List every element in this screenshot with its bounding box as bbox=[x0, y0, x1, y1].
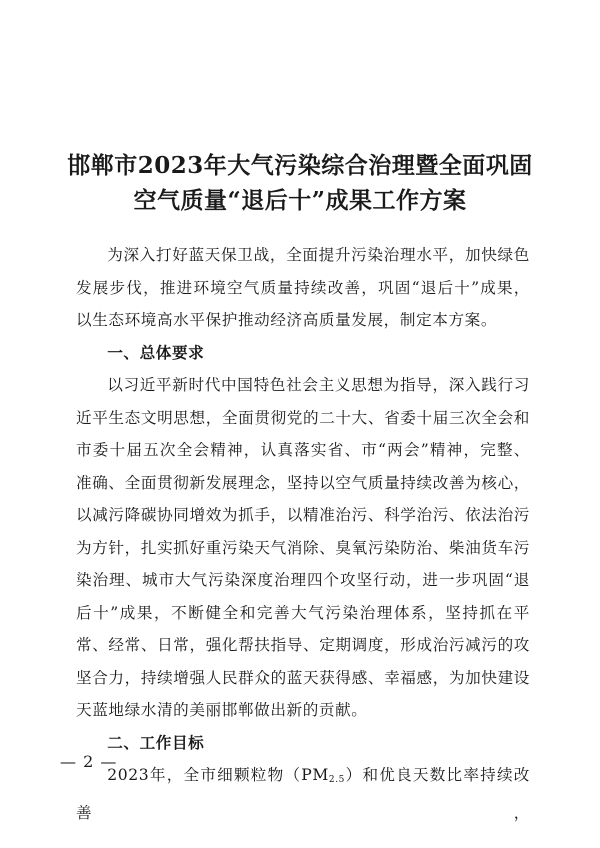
section2-heading: 二、工作目标 bbox=[107, 733, 205, 752]
document-title-line1: 邯郸市2023年大气污染综合治理暨全面巩固 bbox=[67, 152, 533, 179]
document-body bbox=[76, 239, 530, 829]
intro-paragraph: 为深入打好蓝天保卫战，全面提升污染治理水平，加快绿色发展步伐，推进环境空气质量持续改善，巩固“退后十”成果，以生态环境高水平保护推动经济高质量发展，制定本方案。 bbox=[76, 246, 530, 329]
section2-paragraph bbox=[76, 759, 530, 829]
pm-subscript: 2.5 bbox=[328, 775, 346, 785]
section2-text-prefix: 2023年，全市细颗粒物（PM bbox=[107, 766, 329, 784]
section1-heading: 一、总体要求 bbox=[107, 343, 205, 362]
section2-text-suffix: ）和优良天数比率持续改善， bbox=[76, 766, 530, 822]
document-title-line2: 空气质量“退后十”成果工作方案 bbox=[133, 187, 467, 214]
page-number: — 2 — bbox=[60, 752, 118, 771]
section1-paragraph: 以习近平新时代中国特色社会主义思想为指导，深入践行习近平生态文明思想，全面贯彻党的二十大、省委十届三次全会和市委十届五次全会精神，认真落实省、市“两会”精神，完整、准确、全面贯彻新发展理念，坚持以空气质量持续改善为核心，以减污降碳协同增效为抓手，以精准治污、科学治污、依法治污为方针，扎实抓好重污染天气消除、臭氧污染防治、柴油货车污染治理、城市大气污染深度治理四个攻坚行动，进一步巩固“退后十”成果，不断健全和完善大气污染治理体系，坚持抓在平常、经常、日常，强化帮扶指导、定期调度，形成治污减污的攻坚合力，持续增强人民群众的蓝天获得感、幸福感，为加快建设天蓝地绿水清的美丽邯郸做出新的贡献。 bbox=[76, 376, 530, 719]
